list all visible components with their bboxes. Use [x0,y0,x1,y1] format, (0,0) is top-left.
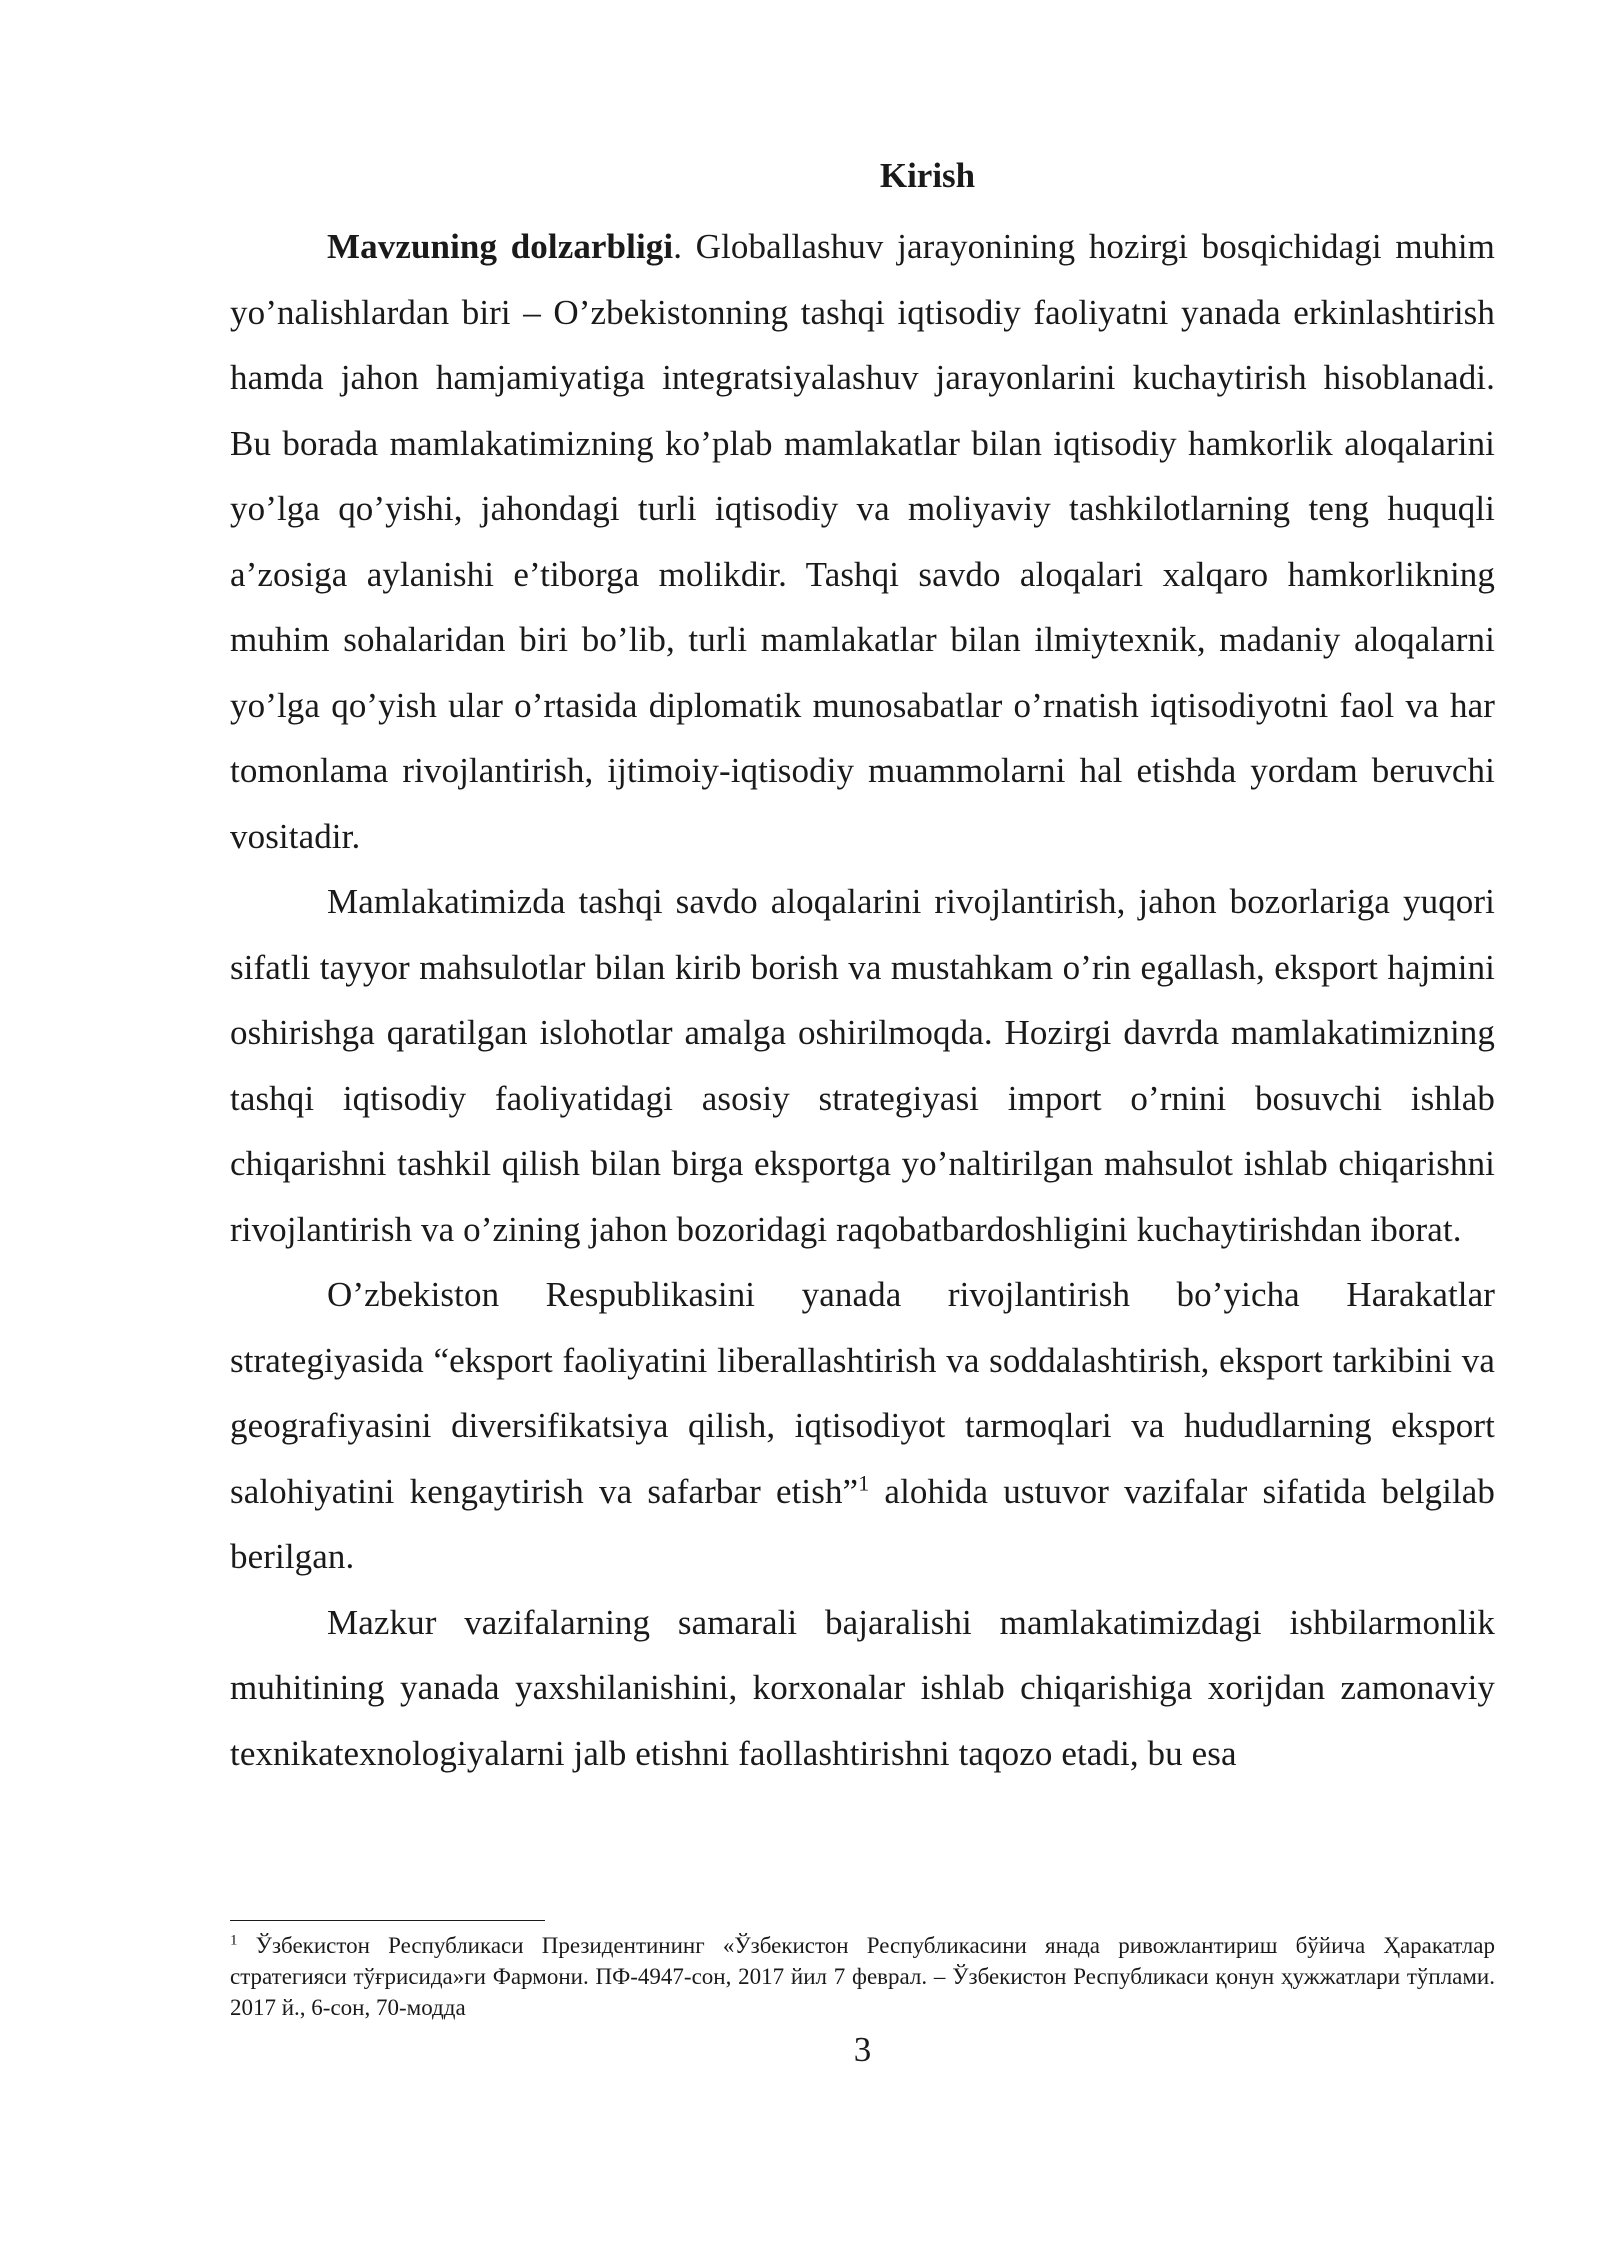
paragraph-text-after: alohida ustuvor vazifalar sifatida belgilab berilgan. [230,1471,1496,1576]
paragraph-strategy [230,1262,1495,1590]
section-heading: Kirish [879,156,976,195]
paragraph-lead: Mavzuning dolzarbligi [327,227,674,266]
footnote [230,1930,1495,2023]
footnote-text: Ўзбекистон Республикаси Президентининг «Ўзбекистон Республикасини янада ривожлантириш бўйича Ҳаракатлар стратегияси тўғрисида»ги Фармони. ПФ-4947-сон, 2017 йил 7 феврал. – Ўзбекистон Республикаси қонун ҳужжатлари тўплами. 2017 й., 6-сон, 70-модда [230,1933,1495,2020]
paragraph-relevance [230,214,1495,869]
footnote-marker: 1 [230,1932,238,1949]
paragraph-tasks: Mazkur vazifalarning samarali bajaralishi mamlakatimizdagi ishbilarmonlik muhitining yanada yaxshilanishini, korxonalar ishlab chiqarishiga xorijdan zamonaviy texnikatexnologiyalarni jalb etishni faollashtirishni taqozo etadi, bu esa [230,1602,1495,1773]
footnote-separator [230,1920,545,1921]
paragraph-text: . Globallashuv jarayonining hozirgi bosqichidagi muhim yo’nalishlardan biri – O’zbekistonning tashqi iqtisodiy faoliyatni yanada erkinlashtirish hamda jahon hamjamiyatiga integratsiyalashuv jarayonlarini kuchaytirish hisoblanadi. Bu borada mamlakatimizning ko’plab mamlakatlar bilan iqtisodiy hamkorlik aloqalarini yo’lga qo’yishi, jahondagi turli iqtisodiy va moliyaviy tashkilotlarning teng huquqli a’zosiga aylanishi e’tiborga molikdir. Tashqi savdo aloqalari xalqaro hamkorlikning muhim sohalaridan biri bo’lib, turli mamlakatlar bilan ilmiytexnik, madaniy aloqalarni yo’lga qo’yish ular o’rtasida diplomatik munosabatlar o’rnatish iqtisodiyotni faol va har tomonlama rivojlantirish, ijtimoiy-iqtisodiy muammolarni hal etishda yordam beruvchi vositadir. [230,227,1495,856]
page-number: 3 [853,2030,872,2069]
footnote-reference[interactable]: 1 [858,1469,870,1495]
paragraph-text-before: O’zbekiston Respublikasini yanada rivojlantirish bo’yicha Harakatlar strategiyasida “eksport faoliyatini liberallashtirish va soddalashtirish, eksport tarkibini va geografiyasini diversifikatsiya qilish, iqtisodiyot tarmoqlari va hududlarning eksport salohiyatini kengaytirish va safarbar etish” [230,1275,1495,1511]
document-body [230,150,1495,1786]
paragraph-trade: Mamlakatimizda tashqi savdo aloqalarini rivojlantirish, jahon bozorlariga yuqori sifatli tayyor mahsulotlar bilan kirib borish va mustahkam o’rin egallash, eksport hajmini oshirishga qaratilgan islohotlar amalga oshirilmoqda. Hozirgi davrda mamlakatimizning tashqi iqtisodiy faoliyatidagi asosiy strategiyasi import o’rnini bosuvchi ishlab chiqarishni tashkil qilish bilan birga eksportga yo’naltirilgan mahsulot ishlab chiqarishni rivojlantirish va o’zining jahon bozoridagi raqobatbardoshligini kuchaytirishdan iborat. [230,882,1495,1249]
